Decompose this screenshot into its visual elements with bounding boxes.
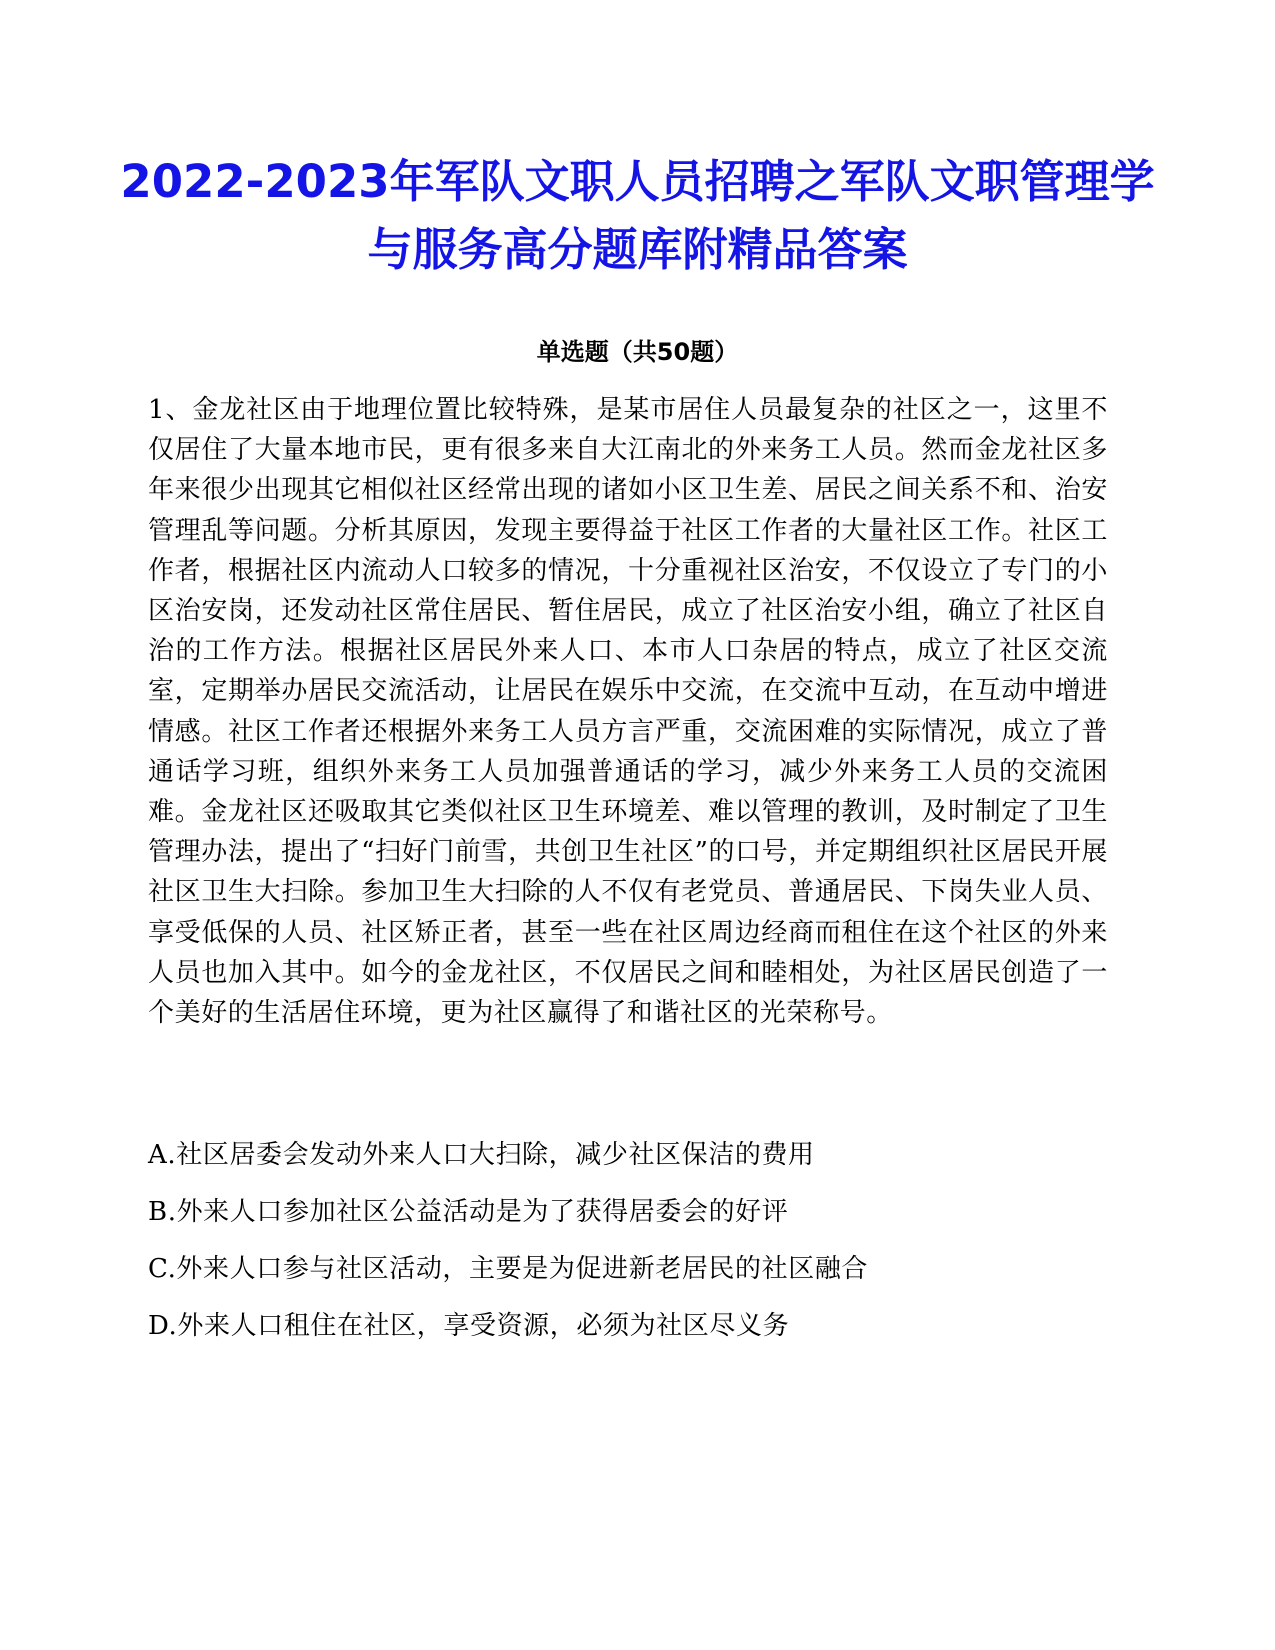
- question-text: 1、金龙社区由于地理位置比较特殊，是某市居住人员最复杂的社区之一，这里不仅居住了大量本地市民，更有很多来自大江南北的外来务工人员。然而金龙社区多年来很少出现其它相似社区经常出现的诸如小区卫生差、居民之间关系不和、治安管理乱等问题。分析其原因，发现主要得益于社区工作者的大量社区工作。社区工作者，根据社区内流动人口较多的情况，十分重视社区治安，不仅设立了专门的小区治安岗，还发动社区常住居民、暂住居民，成立了社区治安小组，确立了社区自治的工作方法。根据社区居民外来人口、本市人口杂居的特点，成立了社区交流室，定期举办居民交流活动，让居民在娱乐中交流，在交流中互动，在互动中增进情感。社区工作者还根据外来务工人员方言严重，交流困难的实际情况，成立了普通话学习班，组织外来务工人员加强普通话的学习，减少外来务工人员的交流困难。金龙社区还吸取其它类似社区卫生环境差、难以管理的教训，及时制定了卫生管理办法，提出了“扫好门前雪，共创卫生社区”的口号，并定期组织社区居民开展社区卫生大扫除。参加卫生大扫除的人不仅有老党员、普通居民、下岗失业人员、享受低保的人员、社区矫正者，甚至一些在社区周边经商而租住在这个社区的外来人员也加入其中。如今的金龙社区，不仅居民之间和睦相处，为社区居民创造了一个美好的生活居住环境，更为社区赢得了和谐社区的光荣称号。: [148, 395, 1108, 1029]
- section-heading: 单选题（共50题）: [536, 338, 739, 366]
- option-d: D.外来人口租住在社区，享受资源，必须为社区尽义务: [148, 1311, 790, 1341]
- option-b: B.外来人口参加社区公益活动是为了获得居委会的好评: [148, 1197, 789, 1227]
- document-title: 2022-2023年军队文职人员招聘之军队文职管理学与服务高分题库附精品答案: [120, 155, 1155, 276]
- option-c: C.外来人口参与社区活动，主要是为促进新老居民的社区融合: [148, 1254, 869, 1284]
- option-a: A.社区居委会发动外来人口大扫除，减少社区保洁的费用: [148, 1140, 815, 1170]
- answer-options: [148, 1135, 1108, 1363]
